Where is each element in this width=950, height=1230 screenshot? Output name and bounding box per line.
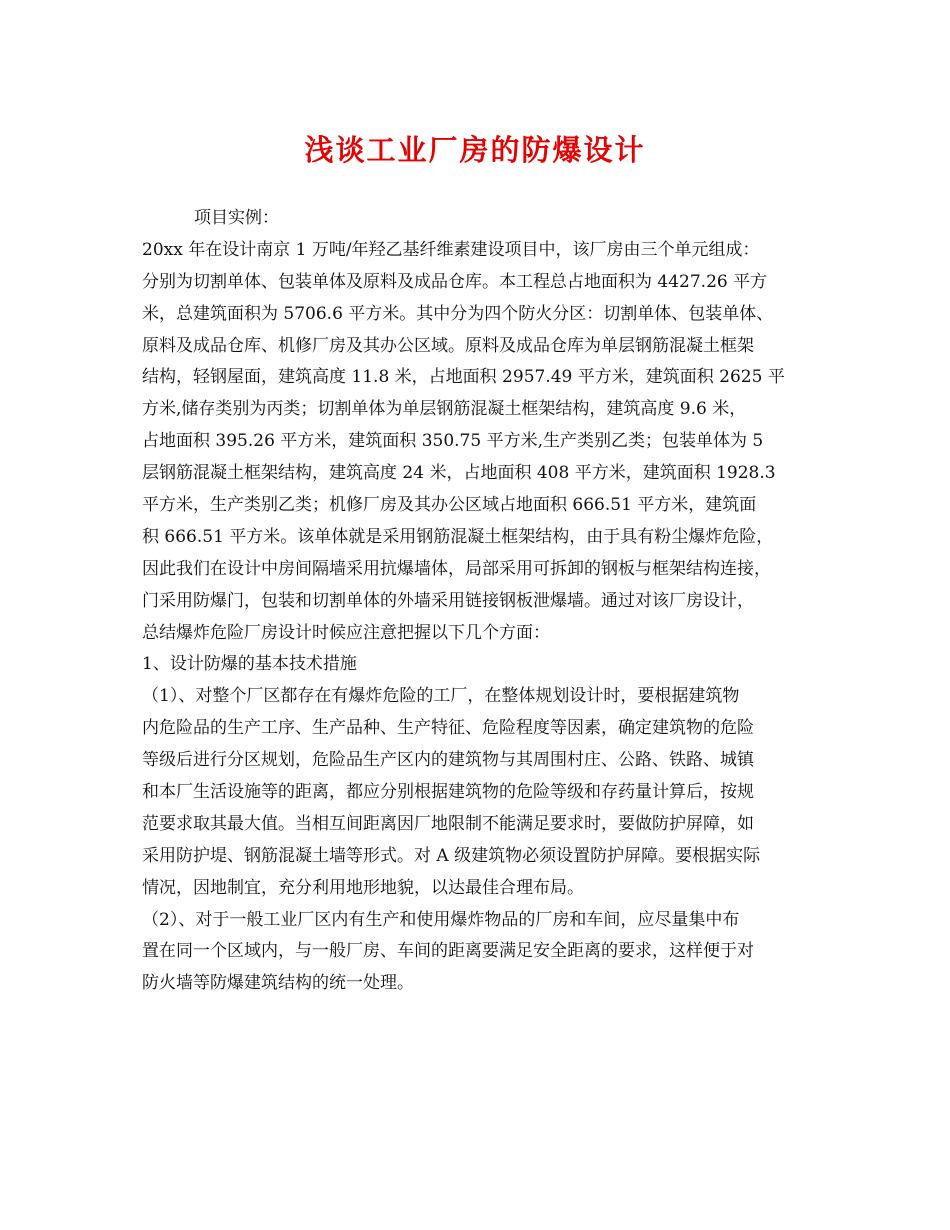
paragraph-line: 原料及成品仓库、机修厂房及其办公区域。原料及成品仓库为单层钢筋混凝土框架 <box>142 335 754 356</box>
section-heading: 1、设计防爆的基本技术措施 <box>142 654 357 675</box>
paragraph-line: 积 666.51 平方米。该单体就是采用钢筋混凝土框架结构，由于具有粉尘爆炸危险， <box>142 526 774 547</box>
paragraph-line: 结构，轻钢屋面，建筑高度 11.8 米，占地面积 2957.49 平方米，建筑面积 2625 平 <box>142 367 785 388</box>
paragraph-line: 分别为切割单体、包装单体及原料及成品仓库。本工程总占地面积为 4427.26 平方 <box>142 271 768 292</box>
paragraph-line: 总结爆炸危险厂房设计时候应注意把握以下几个方面： <box>142 622 550 643</box>
paragraph-line: 情况，因地制宜，充分利用地形地貌，以达最佳合理布局。 <box>142 877 584 898</box>
paragraph-line: 置在同一个区域内，与一般厂房、车间的距离要满足安全距离的要求，这样便于对 <box>142 941 754 962</box>
paragraph-line: （1）、对整个厂区都存在有爆炸危险的工厂，在整体规划设计时，要根据建筑物 <box>142 686 740 707</box>
paragraph-line: 防火墙等防爆建筑结构的统一处理。 <box>142 973 414 994</box>
paragraph-line: 占地面积 395.26 平方米，建筑面积 350.75 平方米,生产类别乙类；包装单体为 5 <box>142 431 764 452</box>
document-title: 浅谈工业厂房的防爆设计 <box>304 133 646 167</box>
paragraph-line: 和本厂生活设施等的距离，都应分别根据建筑物的危险等级和存药量计算后，按规 <box>142 782 754 803</box>
paragraph-line: 采用防护堤、钢筋混凝土墙等形式。对 A 级建筑物必须设置防护屏障。要根据实际 <box>142 845 761 866</box>
paragraph-line: 20xx 年在设计南京 1 万吨/年羟乙基纤维素建设项目中，该厂房由三个单元组成： <box>142 239 760 260</box>
paragraph-line: （2）、对于一般工业厂区内有生产和使用爆炸物品的厂房和车间，应尽量集中布 <box>142 909 740 930</box>
paragraph-line: 内危险品的生产工序、生产品种、生产特征、危险程度等因素，确定建筑物的危险 <box>142 718 754 739</box>
paragraph-line: 范要求取其最大值。当相互间距离因厂地限制不能满足要求时，要做防护屏障，如 <box>142 813 754 834</box>
paragraph-line: 等级后进行分区规划，危险品生产区内的建筑物与其周围村庄、公路、铁路、城镇 <box>142 750 754 771</box>
paragraph-line: 米，总建筑面积为 5706.6 平方米。其中分为四个防火分区：切割单体、包装单体、 <box>142 303 774 324</box>
paragraph-line: 因此我们在设计中房间隔墙采用抗爆墙体，局部采用可拆卸的钢板与框架结构连接， <box>142 558 771 579</box>
paragraph-line: 平方米，生产类别乙类；机修厂房及其办公区域占地面积 666.51 平方米，建筑面 <box>142 495 757 516</box>
paragraph-line: 方米,储存类别为丙类；切割单体为单层钢筋混凝土框架结构，建筑高度 9.6 米， <box>142 399 747 420</box>
document-body <box>142 203 822 1000</box>
paragraph-line: 层钢筋混凝土框架结构，建筑高度 24 米，占地面积 408 平方米，建筑面积 1928.3 <box>142 463 776 484</box>
paragraph-line: 门采用防爆门，包装和切割单体的外墙采用链接钢板泄爆墙。通过对该厂房设计， <box>142 590 754 611</box>
paragraph-line: 项目实例： <box>194 208 279 228</box>
